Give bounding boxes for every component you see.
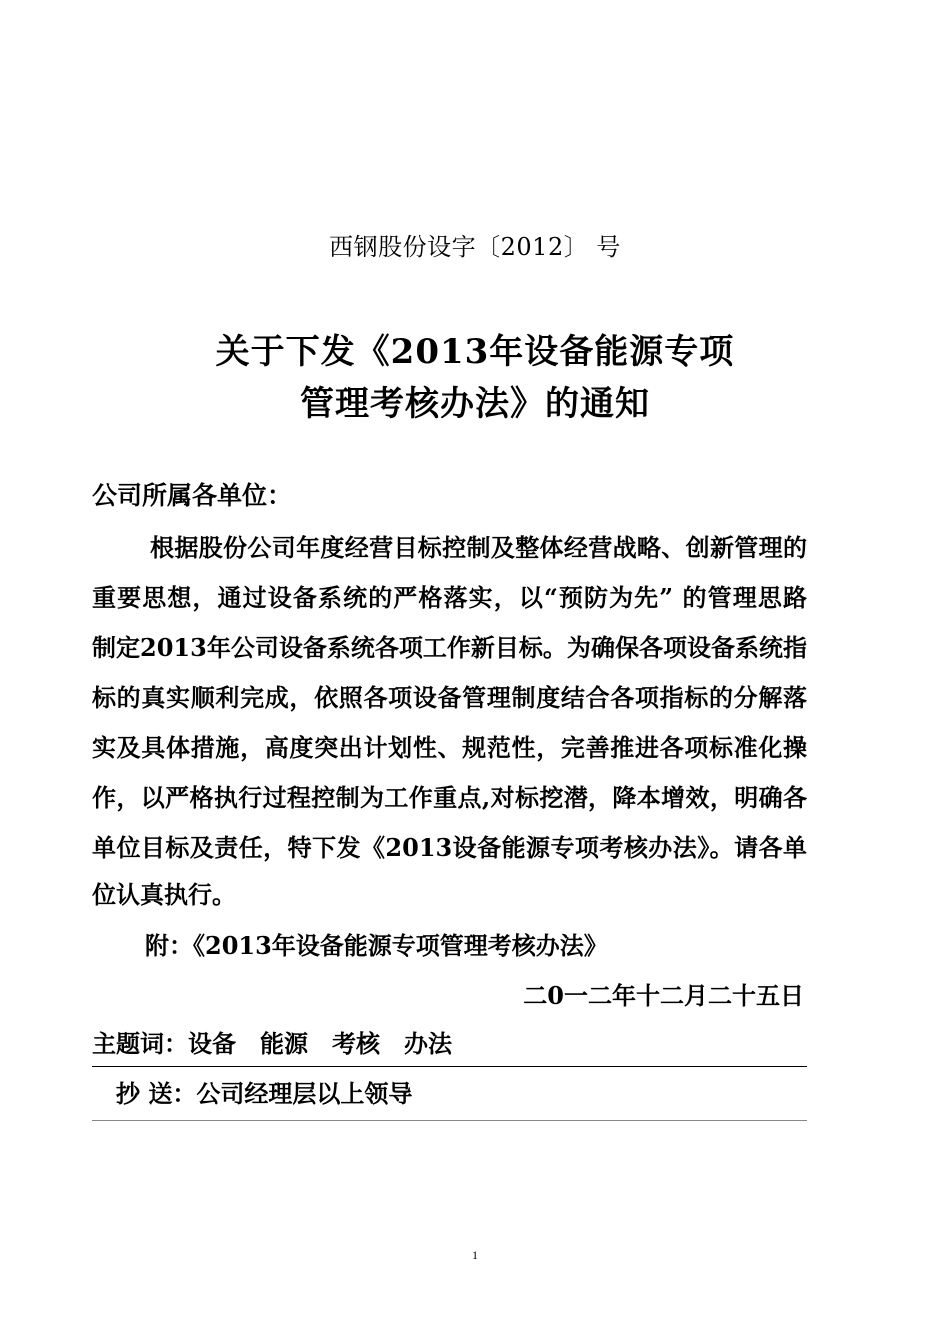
body-paragraph-line: 单位目标及责任，特下发《2013设备能源专项考核办法》。请各单 [92,833,807,862]
cc-recipients: 抄 送：公司经理层以上领导 [116,1079,413,1108]
body-paragraph-line: 制定2013年公司设备系统各项工作新目标。为确保各项设备系统指 [92,633,807,662]
document-number: 西钢股份设字〔2012〕 号 [329,233,621,261]
document-title-line-2: 管理考核办法》的通知 [300,384,650,424]
body-paragraph-line: 实及具体措施，高度突出计划性、规范性，完善推进各项标准化操 [92,733,807,762]
document-title-line-1: 关于下发《2013年设备能源专项 [215,332,735,372]
divider-line-bottom [92,1120,807,1121]
salutation: 公司所属各单位： [92,481,293,510]
issue-date: 二0一二年十二月二十五日 [523,981,804,1010]
body-paragraph-line: 重要思想，通过设备系统的严格落实，以“预防为先” 的管理思路 [92,583,807,612]
body-paragraph-line: 位认真执行。 [92,880,236,909]
body-paragraph-line: 标的真实顺利完成，依照各项设备管理制度结合各项指标的分解落 [92,683,807,712]
keyword-item: 办法 [404,1029,452,1058]
subject-keywords [92,1026,476,1062]
body-paragraph-line: 作，以严格执行过程控制为工作重点,对标挖潜，降本增效，明确各 [92,783,807,812]
divider-line-top [92,1066,807,1067]
keywords-label: 主题词： [92,1029,188,1058]
page-number: 1 [472,1248,478,1262]
body-paragraph-line: 根据股份公司年度经营目标控制及整体经营战略、创新管理的 [150,533,807,562]
keyword-item: 考核 [332,1029,380,1058]
keyword-item: 能源 [260,1029,308,1058]
keyword-item: 设备 [188,1029,236,1058]
attachment-note: 附：《2013年设备能源专项管理考核办法》 [145,931,608,960]
